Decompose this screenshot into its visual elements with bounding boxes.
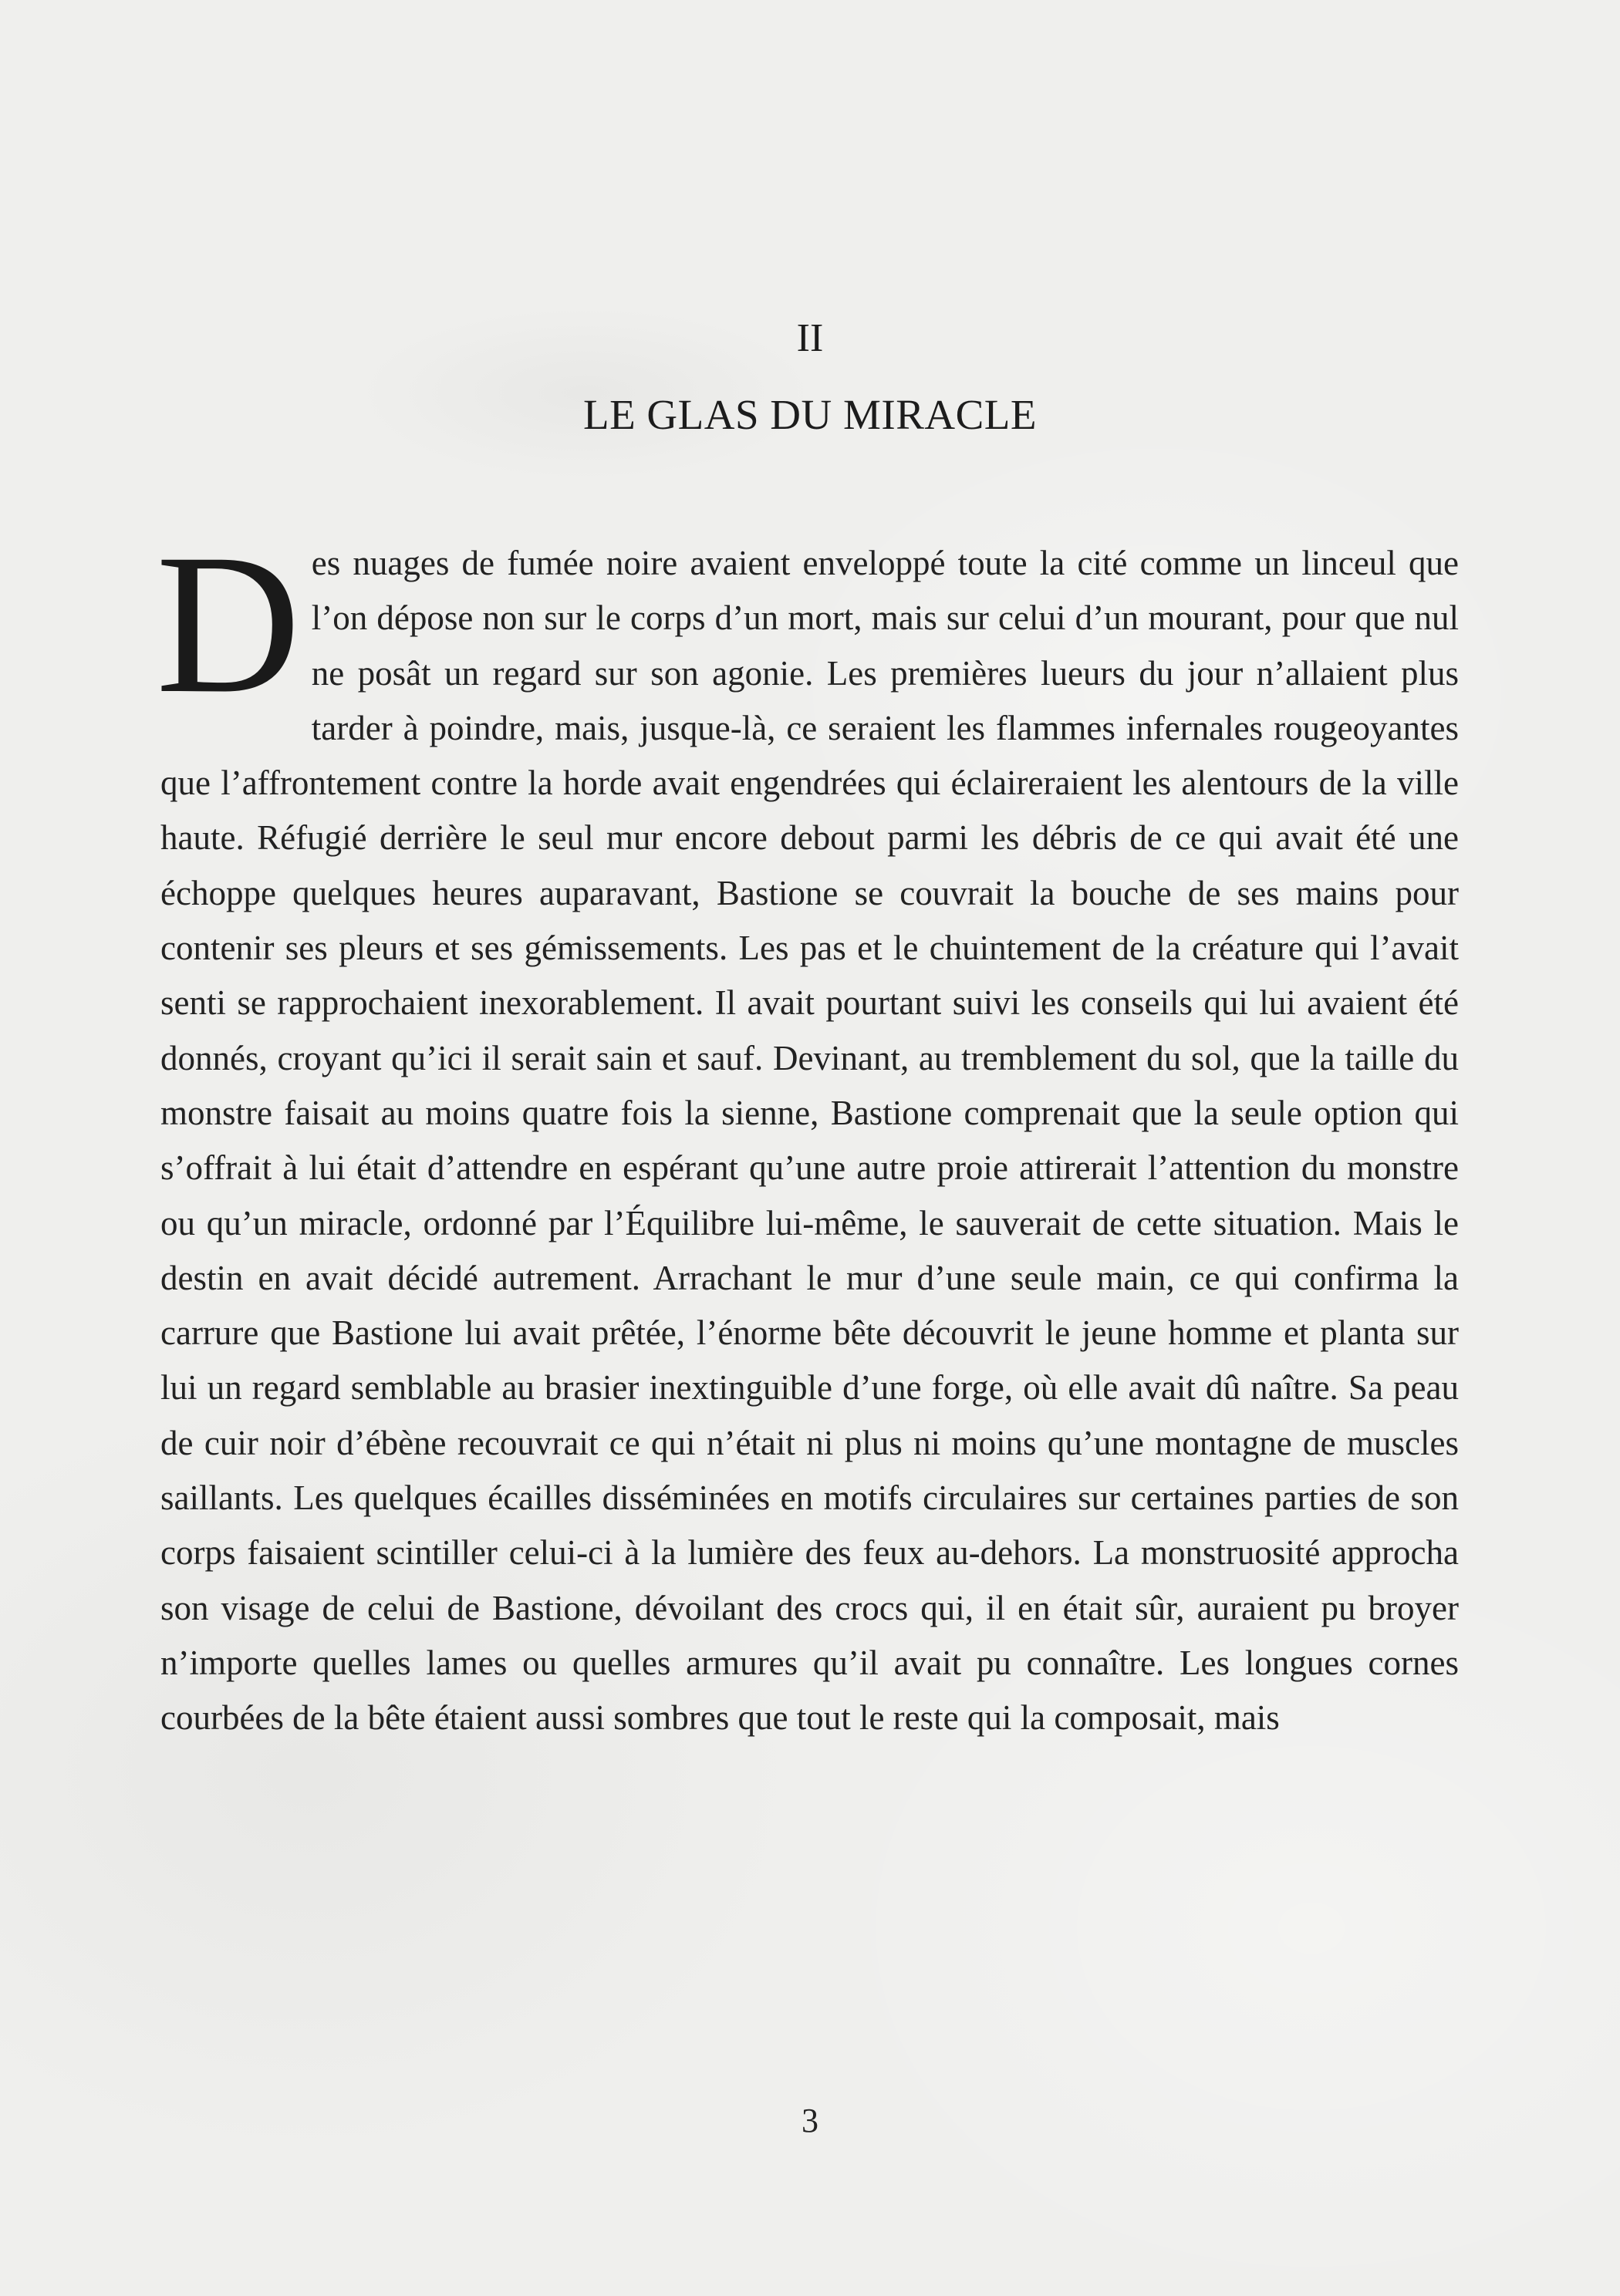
paragraph-text: es nuages de fumée noire avaient enveloppé toute la cité comme un linceul que l’on dépose non sur le corps d’un mort, mais sur celui d’un mourant, pour que nul ne posât un regard sur son agonie. Les premières lueurs du jour n’allaient plus tarder à poindre, mais, jusque-là, ce seraient les flammes infernales rougeoyantes que l’affrontement contre la horde avait engendrées qui éclaireraient les alentours de la ville haute. Réfugié derrière le seul mur encore debout parmi les débris de ce qui avait été une échoppe quelques heures auparavant, Bastione se couvrait la bouche de ses mains pour contenir ses pleurs et ses gémissements. Les pas et le chuintement de la créature qui l’avait senti se rapprochaient inexorablement. Il avait pourtant suivi les conseils qui lui avaient été donnés, croyant qu’ici il serait sain et sauf. Devinant, au tremblement du sol, que la taille du monstre faisait au moins quatre fois la sienne, Bastione comprenait que la seule option qui s’offrait à lui était d’attendre en espérant qu’une autre proie attirerait l’attention du monstre ou qu’un miracle, ordonné par l’Équilibre lui-même, le sauverait de cette situation. Mais le destin en avait décidé autrement. Arrachant le mur d’une seule main, ce qui confirma la carrure que Bastione lui avait prêtée, l’énorme bête découvrit le jeune homme et planta sur lui un regard semblable au brasier inextinguible d’une forge, où elle avait dû naître. Sa peau de cuir noir d’ébène recouvrait ce qui n’était ni plus ni moins qu’une montagne de muscles saillants. Les quelques écailles disséminées en motifs circulaires sur certaines parties de son corps faisaient scintiller celui-ci à la lumière des feux au-dehors. La monstruosité approcha son visage de celui de Bastione, dévoilant des crocs qui, il en était sûr, auraient pu broyer n’importe quelles lames ou quelles armures qu’il avait pu connaître. Les longues cornes courbées de la bête étaient aussi sombres que tout le reste qui la composait, mais — [160, 544, 1459, 1738]
body-paragraph — [156, 513, 1459, 1746]
chapter-number: II — [796, 316, 824, 360]
chapter-title: LE GLAS DU MIRACLE — [582, 391, 1037, 438]
drop-cap: D — [156, 513, 301, 735]
page-number: 3 — [802, 2102, 818, 2139]
